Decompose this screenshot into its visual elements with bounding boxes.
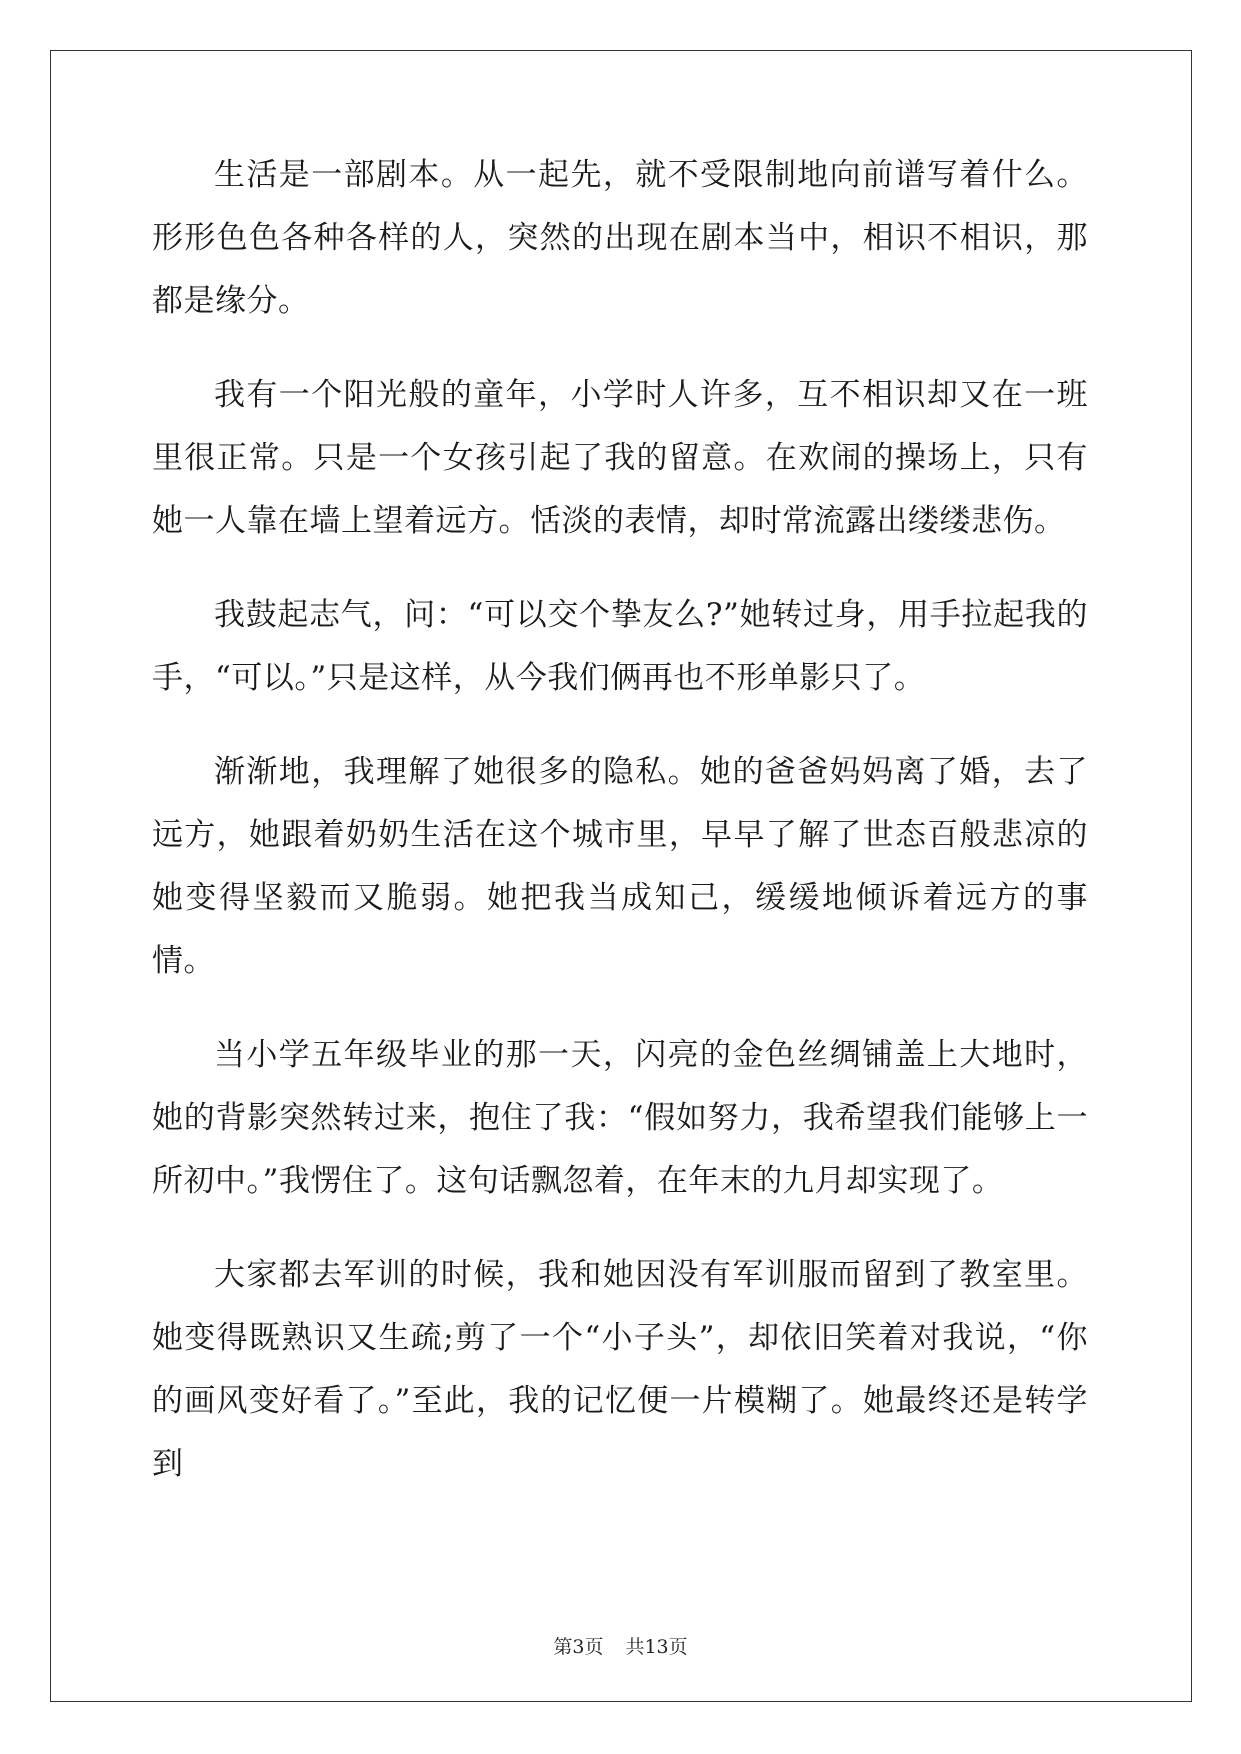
page-total: 共13页 [625,1636,688,1658]
document-body [152,157,1088,1527]
paragraph: 生活是一部剧本。从一起先，就不受限制地向前谱写着什么。形形色色各种各样的人，突然的出现在剧本当中，相识不相识，那都是缘分。 [152,157,1088,319]
paragraph: 我有一个阳光般的童年，小学时人许多，互不相识却又在一班里很正常。只是一个女孩引起了我的留意。在欢闹的操场上，只有她一人靠在墙上望着远方。恬淡的表情，却时常流露出缕缕悲伤。 [152,377,1088,539]
page-number: 第3页 [553,1636,604,1658]
page-footer [0,1632,1241,1659]
paragraph: 我鼓起志气，问：“可以交个挚友么?”她转过身，用手拉起我的手，“可以。”只是这样，从今我们俩再也不形单影只了。 [152,597,1088,696]
paragraph: 渐渐地，我理解了她很多的隐私。她的爸爸妈妈离了婚，去了远方，她跟着奶奶生活在这个城市里，早早了解了世态百般悲凉的她变得坚毅而又脆弱。她把我当成知己，缓缓地倾诉着远方的事情。 [152,754,1088,979]
paragraph: 当小学五年级毕业的那一天，闪亮的金色丝绸铺盖上大地时，她的背影突然转过来，抱住了我：“假如努力，我希望我们能够上一所初中。”我愣住了。这句话飘忽着，在年末的九月却实现了。 [152,1037,1088,1199]
paragraph: 大家都去军训的时候，我和她因没有军训服而留到了教室里。她变得既熟识又生疏;剪了一个“小子头”，却依旧笑着对我说，“你的画风变好看了。”至此，我的记忆便一片模糊了。她最终还是转学到 [152,1257,1088,1482]
